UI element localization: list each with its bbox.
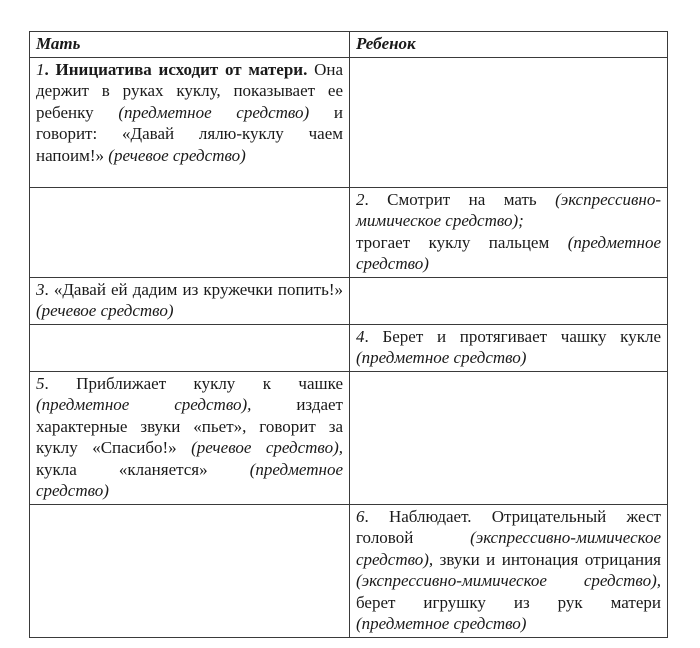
cell-text: издает характерные звуки «пьет», говорит за куклу «Спасибо!»	[36, 395, 343, 457]
child-cell-6	[350, 504, 668, 637]
cell-text: . «Давай ей дадим из кружечки попить!»	[44, 279, 343, 299]
means-annotation: (предметное средство)	[356, 348, 527, 367]
means-annotation: (предметное средство)	[118, 102, 310, 122]
step-number: 6	[356, 506, 365, 526]
cell-text: . Берет и протягивает чашку кукле	[364, 326, 661, 346]
means-annotation: (речевое средство)	[36, 301, 174, 320]
table-header-row	[30, 32, 668, 58]
table-row	[30, 57, 668, 187]
cell-text: . Приближает куклу к чашке	[44, 373, 343, 393]
means-annotation: (экспрессивно-мимическое средство),	[356, 528, 661, 569]
cell-text: Она держит в руках куклу, показывает ее ребенку	[36, 59, 344, 122]
table-row	[30, 504, 668, 637]
mother-cell-2	[30, 187, 350, 277]
mother-cell-3	[30, 277, 350, 324]
step-number: 1	[36, 59, 45, 79]
child-cell-4	[350, 324, 668, 371]
cell-text: . Смотрит на мать	[364, 189, 556, 209]
means-annotation: (экспрессивно-мимическое средство);	[356, 189, 661, 230]
step-number: 5	[36, 373, 45, 393]
table-row	[30, 277, 668, 324]
means-annotation: (предметное средство)	[356, 614, 527, 633]
header-child: Ребенок	[350, 32, 668, 58]
cell-text: звуки и интонация отрицания	[433, 549, 661, 569]
means-annotation: (речевое средство),	[191, 438, 343, 457]
mother-cell-5	[30, 371, 350, 504]
table-row	[30, 324, 668, 371]
child-cell-2	[350, 187, 668, 277]
cell-text: . Наблюдает. Отрицательный жест головой	[356, 506, 661, 547]
mother-cell-1	[30, 57, 350, 187]
means-annotation: (речевое средство)	[108, 145, 246, 165]
step-number: 2	[356, 189, 365, 209]
means-annotation: (предметное средство),	[36, 395, 252, 414]
child-cell-3	[350, 277, 668, 324]
table-row	[30, 371, 668, 504]
step-heading: . Инициатива исходит от матери.	[44, 59, 308, 79]
cell-text: берет игрушку из рук матери	[356, 592, 661, 612]
child-cell-1	[350, 57, 668, 187]
cell-text: кукла «кланяется»	[36, 459, 250, 479]
means-annotation: (экспрессивно-мимическое средство),	[356, 571, 661, 590]
means-annotation: (предметное средство)	[356, 232, 661, 273]
mother-cell-4	[30, 324, 350, 371]
table-row	[30, 187, 668, 277]
step-number: 3	[36, 279, 45, 299]
cell-text: и говорит: «Давай лялю-куклу чаем напоим!»	[36, 102, 343, 165]
interaction-table	[29, 31, 668, 638]
means-annotation: (предметное средство)	[36, 459, 343, 500]
step-number: 4	[356, 326, 365, 346]
cell-text: трогает куклу пальцем	[356, 232, 568, 252]
mother-cell-6	[30, 504, 350, 637]
header-mother: Мать	[30, 32, 350, 58]
child-cell-5	[350, 371, 668, 504]
